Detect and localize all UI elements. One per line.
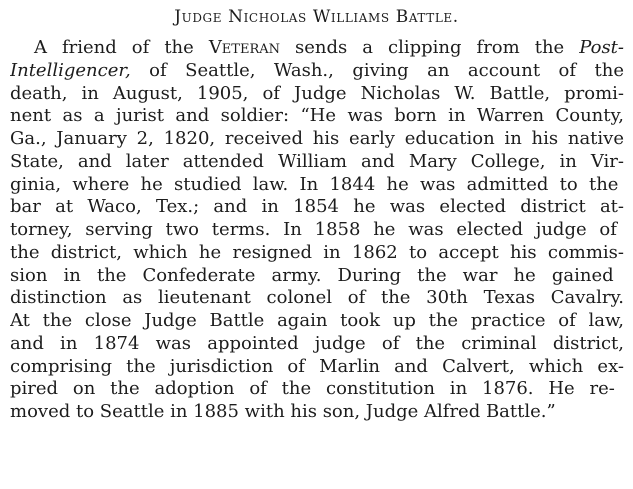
text-line bbox=[10, 83, 624, 106]
text-line bbox=[10, 265, 624, 288]
text-segment: ginia, where he studied law. In 1844 he was admitted to the bbox=[10, 173, 619, 195]
text-segment: nent as a jurist and soldier: “He was born in Warren County, bbox=[10, 105, 624, 127]
text-segment: Ga., January 2, 1820, received his early education in his native bbox=[10, 128, 624, 149]
text-line bbox=[10, 60, 624, 83]
text-segment: comprising the jurisdiction of Marlin and Calvert, which ex- bbox=[10, 355, 624, 377]
text-line bbox=[10, 196, 624, 219]
text-segment: State, and later attended William and Mary College, in Vir- bbox=[10, 150, 624, 172]
text-segment: sion in the Confederate army. During the war he gained bbox=[10, 264, 614, 286]
text-line bbox=[10, 174, 624, 197]
text-line bbox=[10, 378, 624, 401]
text-line bbox=[10, 128, 624, 151]
small-caps-text: Veteran bbox=[208, 37, 281, 58]
text-segment: sends a clipping from the bbox=[280, 37, 580, 58]
text-line bbox=[10, 151, 624, 174]
text-line bbox=[10, 219, 624, 242]
text-line bbox=[10, 401, 624, 424]
text-line bbox=[10, 356, 624, 379]
text-segment: of Seattle, Wash., giving an account of the bbox=[130, 59, 624, 81]
text-line bbox=[10, 310, 624, 333]
text-segment: bar at Waco, Tex.; and in 1854 he was elected district at- bbox=[10, 196, 624, 218]
text-segment: pired on the adoption of the constitution in 1876. He re- bbox=[10, 378, 615, 400]
text-line bbox=[10, 242, 624, 265]
text-segment: death, in August, 1905, of Judge Nicholas W. Battle, promi- bbox=[10, 82, 624, 104]
italic-text: Post- bbox=[579, 37, 624, 58]
text-line bbox=[10, 287, 624, 310]
text-line bbox=[10, 105, 624, 128]
text-line bbox=[10, 333, 624, 356]
text-line bbox=[10, 37, 624, 60]
text-segment: torney, serving two terms. In 1858 he was elected judge of bbox=[10, 219, 617, 240]
text-segment: A friend of the bbox=[34, 37, 209, 58]
text-segment: At the close Judge Battle again took up the practice of law, bbox=[10, 310, 624, 331]
text-segment: and in 1874 was appointed judge of the criminal district, bbox=[10, 332, 624, 354]
article-body bbox=[10, 37, 624, 424]
article-title: Judge Nicholas Williams Battle. bbox=[174, 7, 459, 27]
text-segment: the district, which he resigned in 1862 to accept his commis- bbox=[10, 241, 624, 263]
text-segment: moved to Seattle in 1885 with his son, Judge Alfred Battle.” bbox=[10, 401, 556, 422]
italic-text: Intelligencer, bbox=[10, 59, 131, 81]
text-segment: distinction as lieutenant colonel of the 30th Texas Cavalry. bbox=[10, 287, 624, 309]
